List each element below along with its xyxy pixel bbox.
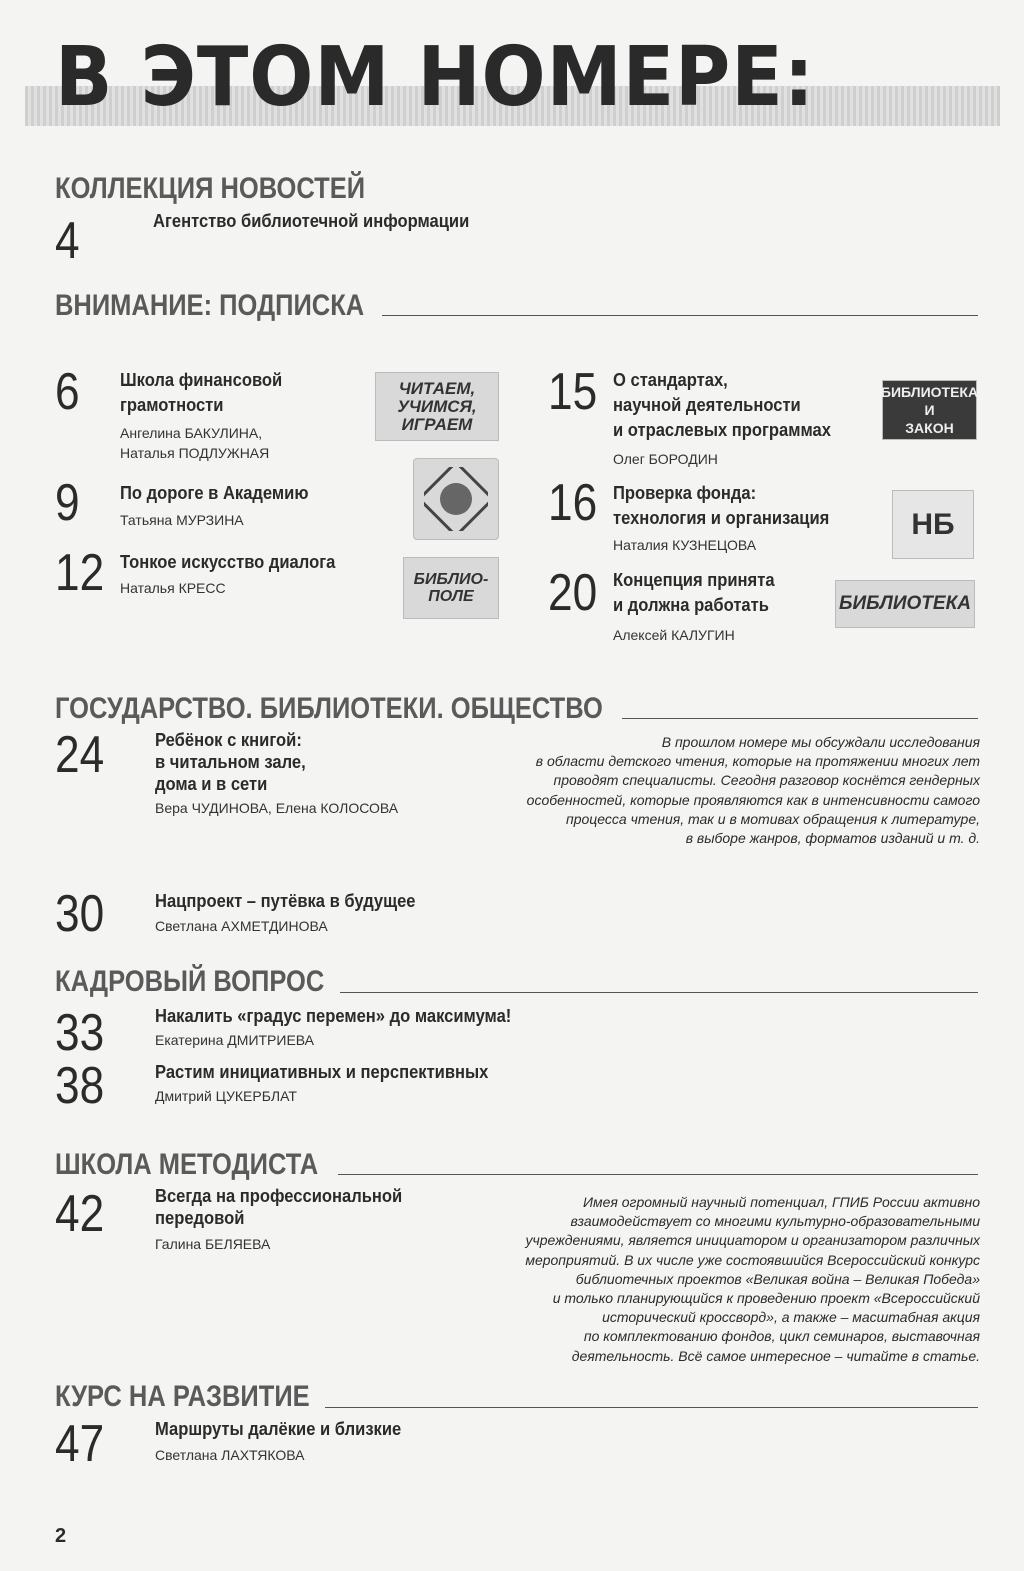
page-ref: 9	[55, 474, 80, 532]
article-authors: Олег БОРОДИН	[613, 451, 718, 467]
article-authors: Екатерина ДМИТРИЕВА	[155, 1032, 315, 1048]
article-lead: Имея огромный научный потенциал, ГПИБ России активно взаимодействует со многими культурно-образовательными учреждениями, является инициатором и организатором различных мероприятий. В их числе уже состоявшийся Всероссийский конкурс библиотечных проектов «Великая война – Великая Победа» и только планирующийся к проведению проект «Всероссийский исторический кроссворд», а также – масштабная акция по комплектованию фондов, цикл семинаров, выставочная деятельность. Всё самое интересное – читайте в статье.	[525, 1194, 980, 1364]
article-authors: Вера ЧУДИНОВА, Елена КОЛОСОВА	[155, 800, 399, 816]
page-ref: 33	[55, 1004, 105, 1062]
section-rule	[622, 718, 978, 719]
section-rule	[382, 315, 978, 316]
article-title[interactable]: Школа финансовой грамотности	[120, 370, 283, 415]
article-title[interactable]: Ребёнок с книгой: в читальном зале, дома и в сети	[155, 730, 306, 794]
section-heading-development: КУРС НА РАЗВИТИЕ	[55, 1380, 310, 1413]
page-ref: 24	[55, 726, 105, 784]
journal-logo-emblem	[413, 458, 499, 540]
page-ref: 47	[55, 1415, 105, 1473]
section-heading-staff: КАДРОВЫЙ ВОПРОС	[55, 965, 325, 998]
journal-logo-nb: НБ	[892, 490, 974, 559]
page-ref: 15	[548, 363, 598, 421]
page-ref: 4	[55, 212, 80, 270]
article-title[interactable]: Агентство библиотечной информации	[153, 211, 470, 231]
journal-logo-biblio-pole: БИБЛИО- ПОЛЕ	[403, 557, 499, 619]
article-authors: Татьяна МУРЗИНА	[120, 512, 244, 528]
page-ref: 12	[55, 544, 105, 602]
article-title[interactable]: О стандартах, научной деятельности и отраслевых программах	[613, 370, 831, 440]
article-title[interactable]: Накалить «градус перемен» до максимума!	[155, 1006, 512, 1026]
article-title[interactable]: По дороге в Академию	[120, 483, 309, 503]
article-authors: Наталья КРЕСС	[120, 580, 226, 596]
article-authors: Дмитрий ЦУКЕРБЛАТ	[155, 1088, 297, 1104]
article-authors: Светлана АХМЕТДИНОВА	[155, 918, 328, 934]
page-ref: 20	[548, 564, 598, 622]
section-heading-methodist: ШКОЛА МЕТОДИСТА	[55, 1148, 319, 1181]
page-ref: 30	[55, 885, 105, 943]
section-rule	[325, 1407, 978, 1408]
page-title: В ЭТОМ НОМЕРЕ:	[55, 30, 815, 125]
page-ref: 16	[548, 474, 598, 532]
article-title[interactable]: Концепция принята и должна работать	[613, 570, 775, 615]
article-authors: Наталия КУЗНЕЦОВА	[613, 537, 757, 553]
section-heading-news: КОЛЛЕКЦИЯ НОВОСТЕЙ	[55, 172, 366, 205]
page-ref: 6	[55, 363, 80, 421]
section-heading-state: ГОСУДАРСТВО. БИБЛИОТЕКИ. ОБЩЕСТВО	[55, 692, 603, 725]
page-ref: 42	[55, 1185, 105, 1243]
journal-logo-chitaem: ЧИТАЕМ, УЧИМСЯ, ИГРАЕМ	[375, 372, 499, 441]
article-title[interactable]: Нацпроект – путёвка в будущее	[155, 891, 416, 911]
section-rule	[338, 1174, 978, 1175]
journal-logo-biblioteka: БИБЛИОТЕКА	[835, 580, 975, 628]
article-authors: Ангелина БАКУЛИНА, Наталья ПОДЛУЖНАЯ	[120, 425, 270, 461]
article-authors: Галина БЕЛЯЕВА	[155, 1236, 271, 1252]
article-title[interactable]: Проверка фонда: технология и организация	[613, 483, 830, 528]
section-heading-subscription: ВНИМАНИЕ: ПОДПИСКА	[55, 289, 365, 322]
article-lead: В прошлом номере мы обсуждали исследования в области детского чтения, которые на протяжении многих лет проводят специалисты. Сегодня разговор коснётся гендерных особенностей, которые проявляются как в интенсивности самого процесса чтения, так и в мотивах обращения к литературе, в выборе жанров, форматов изданий и т. д.	[526, 734, 980, 847]
section-rule	[340, 992, 978, 993]
article-authors: Светлана ЛАХТЯКОВА	[155, 1447, 305, 1463]
article-title[interactable]: Маршруты далёкие и близкие	[155, 1419, 402, 1439]
article-title[interactable]: Всегда на профессиональной передовой	[155, 1186, 403, 1228]
article-authors: Алексей КАЛУГИН	[613, 627, 735, 643]
article-title[interactable]: Тонкое искусство диалога	[120, 552, 336, 572]
page-number: 2	[55, 1525, 67, 1547]
journal-logo-library-law: БИБЛИОТЕКА И ЗАКОН	[882, 380, 977, 440]
page-ref: 38	[55, 1057, 105, 1115]
article-title[interactable]: Растим инициативных и перспективных	[155, 1062, 489, 1082]
